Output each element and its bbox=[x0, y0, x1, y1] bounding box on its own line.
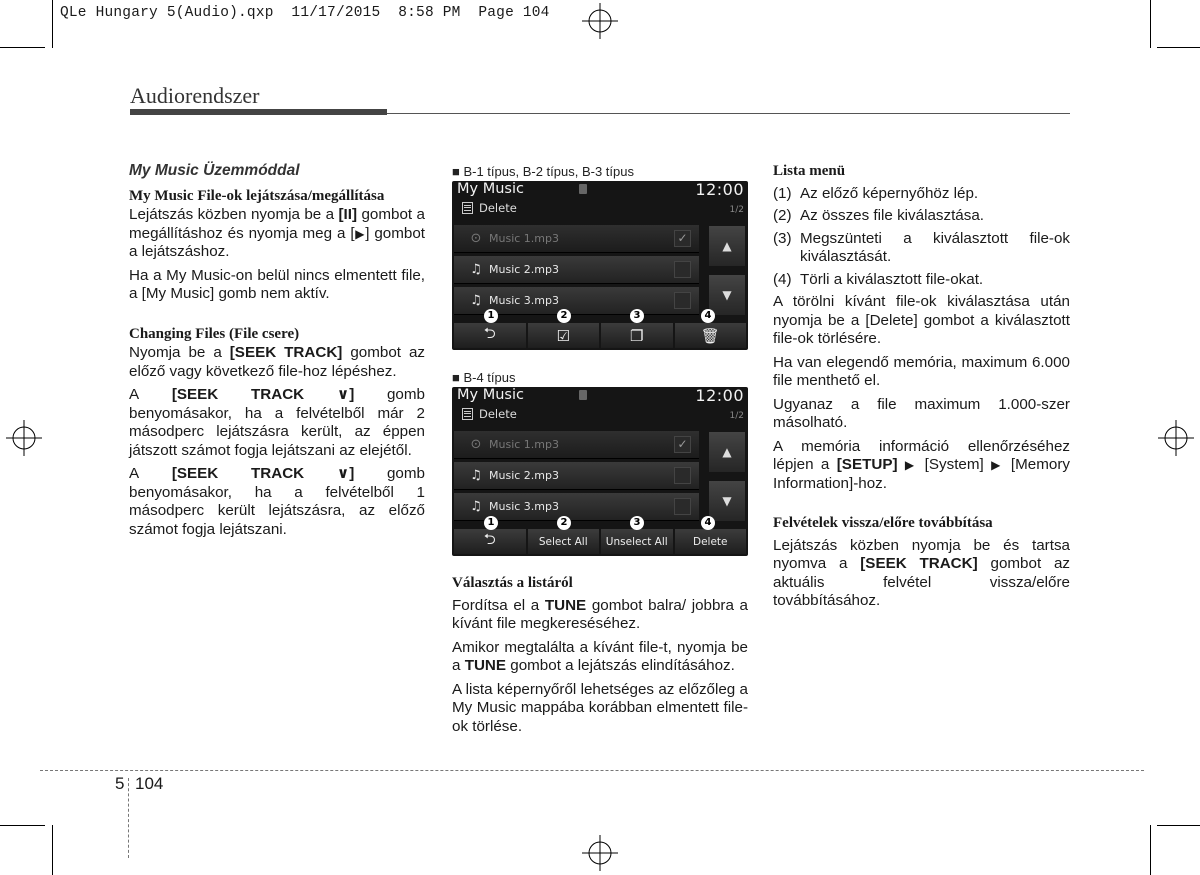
delete-button[interactable]: Delete bbox=[675, 529, 747, 554]
arrow-right-icon: ▶ bbox=[991, 458, 1004, 472]
list-item: (3) Megszünteti a kiválasztott file-ok kiválasztását. bbox=[773, 229, 1070, 265]
paragraph: Fordítsa el a TUNE gombot balra/ jobbra a kívánt file megkereséséhez. bbox=[452, 596, 748, 632]
callout-badge: 3 bbox=[630, 309, 644, 323]
back-button[interactable] bbox=[454, 323, 526, 348]
arrow-right-icon: ▶ bbox=[904, 458, 918, 472]
paragraph: A lista képernyőről lehetséges az előzőleg a My Music mappába korábban elmentett file-ok törlése. bbox=[452, 680, 748, 735]
crop-mark bbox=[52, 0, 53, 48]
select-all-icon: ☑ bbox=[556, 326, 570, 345]
crop-mark bbox=[1150, 0, 1151, 48]
paragraph: A törölni kívánt file-ok kiválasztása után nyomja be a [Delete] gombot a kiválasztott file-ok törlésére. bbox=[773, 293, 1070, 347]
paragraph: Lejátszás közben nyomja be a [II] gombot a megállításhoz és nyomja meg a [▶] gombot a lejátszáshoz. bbox=[129, 206, 425, 260]
track-row[interactable]: ♫ Music 2.mp3 bbox=[454, 462, 699, 490]
list-item: (4) Törli a kiválasztott file-okat. bbox=[773, 270, 984, 288]
paragraph: Amikor megtalálta a kívánt file-t, nyomja be a TUNE gombot a lejátszás elindításához. bbox=[452, 638, 748, 674]
checkbox-checked[interactable]: ✓ bbox=[674, 436, 691, 453]
page-indicator: 1/2 bbox=[729, 411, 744, 421]
back-arrow-icon: ⮌ bbox=[483, 324, 496, 342]
figure-caption: ■ B-1 típus, B-2 típus, B-3 típus bbox=[452, 164, 634, 179]
music-note-icon: ♫ bbox=[470, 262, 482, 277]
section-title: Audiorendszer bbox=[130, 83, 260, 108]
subheading-list-menu: Lista menü bbox=[773, 163, 846, 179]
screen-b1-b3 bbox=[452, 181, 748, 350]
play-icon: ▶ bbox=[354, 226, 366, 241]
paragraph: A [SEEK TRACK ∨] gomb benyomásakor, ha a felvételből már 2 másodperc lejátszásra került, az éppen játszott számot fogja lejátszani az elejétől. bbox=[129, 386, 425, 459]
chapter-number: 5 bbox=[115, 774, 125, 793]
screen-button-bar bbox=[454, 323, 746, 348]
print-header: QLe Hungary 5(Audio).qxp 11/17/2015 8:58 PM Page 104 bbox=[60, 5, 550, 21]
callout-badge: 1 bbox=[484, 516, 498, 530]
crop-mark bbox=[1157, 47, 1200, 48]
crop-mark bbox=[0, 47, 45, 48]
registration-mark-icon bbox=[6, 420, 42, 456]
music-note-icon: ♫ bbox=[470, 468, 482, 483]
callout-badge: 2 bbox=[557, 516, 571, 530]
track-row[interactable]: ♫ Music 2.mp3 bbox=[454, 256, 699, 284]
select-all-button[interactable] bbox=[528, 323, 600, 348]
track-row[interactable]: ♫ Music 3.mp3 bbox=[454, 493, 699, 521]
checkbox-checked[interactable]: ✓ bbox=[674, 230, 691, 247]
delete-header: Delete bbox=[462, 407, 517, 421]
scroll-up-button[interactable]: ▲ bbox=[709, 432, 745, 472]
music-note-icon: ♫ bbox=[470, 499, 482, 514]
figure-caption: ■ B-4 típus bbox=[452, 370, 516, 385]
back-button[interactable] bbox=[454, 529, 526, 554]
callout-badge: 2 bbox=[557, 309, 571, 323]
scroll-up-button[interactable]: ▲ bbox=[709, 226, 745, 266]
checkbox[interactable] bbox=[674, 498, 691, 515]
unselect-all-button[interactable] bbox=[601, 323, 673, 348]
checkbox[interactable] bbox=[674, 292, 691, 309]
play-circle-icon: ⊙ bbox=[470, 231, 482, 246]
list-item: (1) Az előző képernyőhöz lép. bbox=[773, 184, 979, 202]
screen-button-bar bbox=[454, 529, 746, 554]
back-arrow-icon: ⮌ bbox=[483, 530, 496, 548]
track-row[interactable]: ⊙ Music 1.mp3 ✓ bbox=[454, 225, 699, 253]
delete-button[interactable] bbox=[675, 323, 747, 348]
header-rule-accent bbox=[130, 109, 387, 115]
paragraph: Nyomja be a [SEEK TRACK] gombot az előző vagy következő file-hoz lépéshez. bbox=[129, 344, 425, 380]
crop-mark bbox=[1150, 825, 1151, 875]
crop-mark bbox=[1157, 825, 1200, 826]
clock: 12:00 bbox=[695, 387, 744, 405]
scroll-down-button[interactable]: ▼ bbox=[709, 275, 745, 315]
paragraph: A [SEEK TRACK ∨] gomb benyomásakor, ha a felvételből 1 másodperc került lejátszásra, az előző számot fogja lejátszani. bbox=[129, 465, 425, 538]
trash-icon bbox=[579, 390, 587, 400]
track-row[interactable]: ♫ Music 3.mp3 bbox=[454, 287, 699, 315]
screen-b4 bbox=[452, 387, 748, 556]
registration-mark-icon bbox=[582, 835, 618, 871]
left-column bbox=[129, 162, 425, 539]
unselect-all-button[interactable]: Unselect All bbox=[601, 529, 673, 554]
middle-text bbox=[452, 574, 748, 741]
callout-badge: 4 bbox=[701, 516, 715, 530]
crop-mark bbox=[0, 825, 45, 826]
scroll-down-button[interactable]: ▼ bbox=[709, 481, 745, 521]
trash-icon bbox=[579, 184, 587, 194]
callout-badge: 3 bbox=[630, 516, 644, 530]
paragraph: Ha van elegendő memória, maximum 6.000 file menthető el. bbox=[773, 353, 1070, 389]
music-note-icon: ♫ bbox=[470, 293, 482, 308]
play-circle-icon: ⊙ bbox=[470, 437, 482, 452]
subheading-list-select: Választás a listáról bbox=[452, 575, 573, 591]
right-column bbox=[773, 162, 1070, 616]
page-number: 104 bbox=[135, 774, 164, 793]
list-icon bbox=[462, 202, 473, 214]
subheading-seek: Felvételek vissza/előre továbbítása bbox=[773, 515, 993, 531]
trash-icon: 🗑 bbox=[700, 326, 720, 345]
subheading-play-pause: My Music File-ok lejátszása/megállítása bbox=[129, 187, 385, 204]
callout-badge: 1 bbox=[484, 309, 498, 323]
callout-badge: 4 bbox=[701, 309, 715, 323]
clock: 12:00 bbox=[695, 181, 744, 199]
heading-my-music-mode: My Music Üzemmóddal bbox=[129, 162, 300, 179]
paragraph: Lejátszás közben nyomja be és tartsa nyomva a [SEEK TRACK] gombot az aktuális felvétel vissza/előre továbbításához. bbox=[773, 536, 1070, 609]
track-row[interactable]: ⊙ Music 1.mp3 ✓ bbox=[454, 431, 699, 459]
checkbox[interactable] bbox=[674, 261, 691, 278]
crop-mark bbox=[52, 825, 53, 875]
paragraph: Ugyanaz a file maximum 1.000-szer másolható. bbox=[773, 395, 1070, 431]
screen-title: My Music bbox=[457, 387, 524, 403]
paragraph: Ha a My Music-on belül nincs elmentett file, a [My Music] gomb nem aktív. bbox=[129, 266, 425, 302]
list-item: (2) Az összes file kiválasztása. bbox=[773, 207, 985, 224]
footer-rule bbox=[40, 770, 1144, 771]
screen-title: My Music bbox=[457, 181, 524, 197]
select-all-button[interactable]: Select All bbox=[528, 529, 600, 554]
subheading-changing-files: Changing Files (File csere) bbox=[129, 325, 300, 342]
unselect-all-icon: ❐ bbox=[630, 326, 644, 345]
page-indicator: 1/2 bbox=[729, 205, 744, 215]
delete-header: Delete bbox=[462, 201, 517, 215]
checkbox[interactable] bbox=[674, 467, 691, 484]
registration-mark-icon bbox=[582, 3, 618, 39]
paragraph: A memória információ ellenőrzéséhez lépjen a [SETUP] ▶ [System] ▶ [Memory Information]-hoz. bbox=[773, 437, 1070, 492]
registration-mark-icon bbox=[1158, 420, 1194, 456]
list-icon bbox=[462, 408, 473, 420]
footer-divider bbox=[128, 778, 129, 858]
